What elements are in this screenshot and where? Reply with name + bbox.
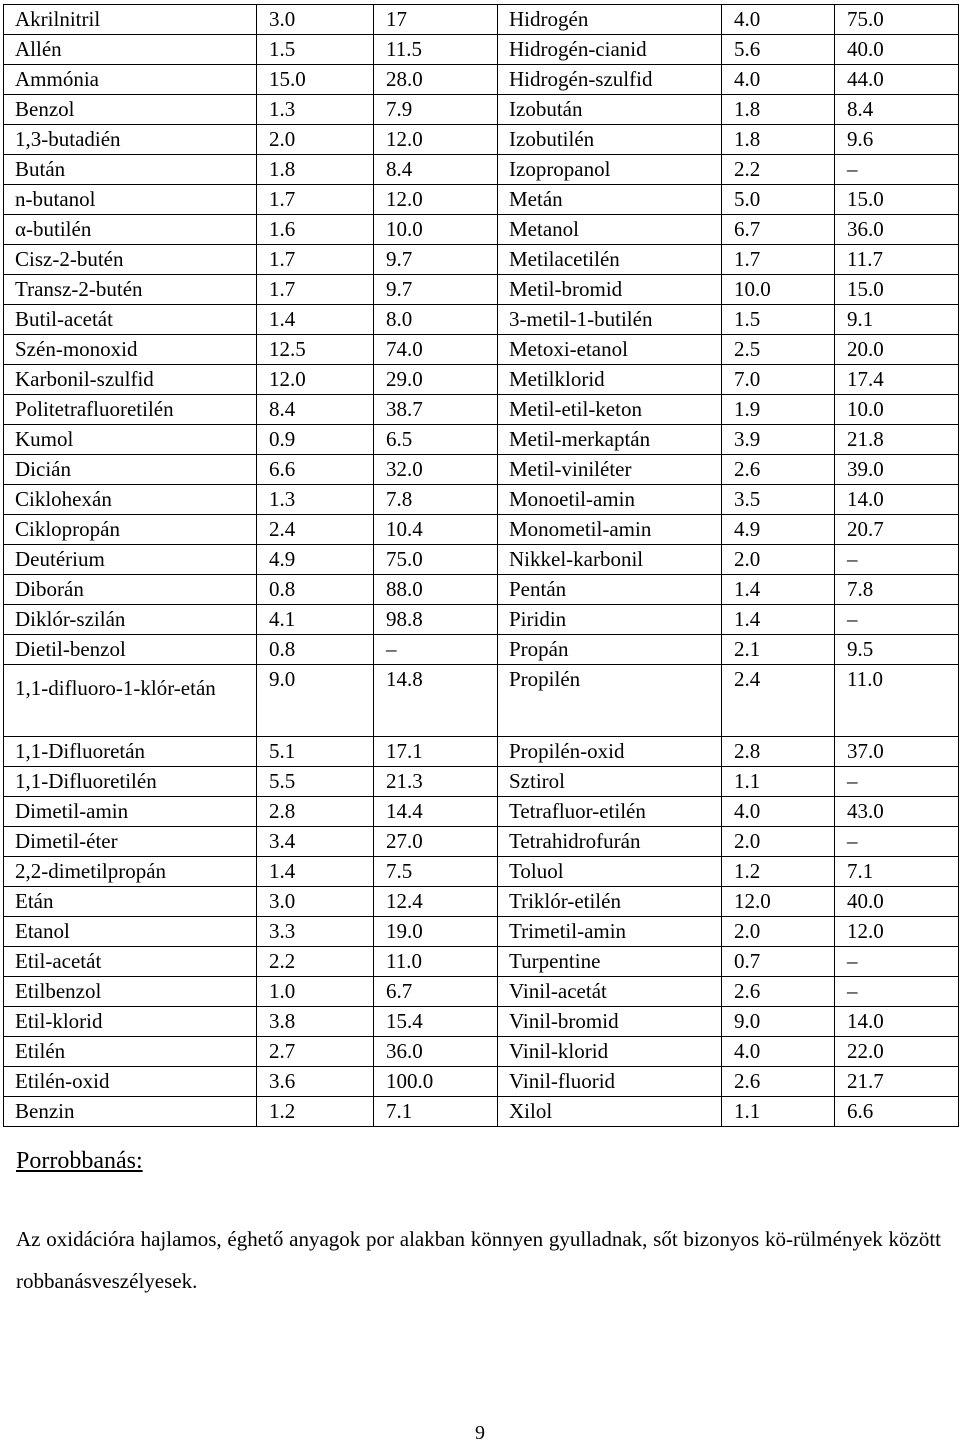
cell-lower-limit-right: 6.7 <box>722 215 835 245</box>
cell-upper-limit-right: 8.4 <box>835 95 959 125</box>
cell-substance-left: Allén <box>4 35 257 65</box>
cell-substance-right: Metilklorid <box>498 365 722 395</box>
cell-upper-limit-left: 14.4 <box>374 797 498 827</box>
cell-substance-right: Vinil-klorid <box>498 1037 722 1067</box>
cell-substance-left: Dimetil-amin <box>4 797 257 827</box>
table-row <box>4 215 959 245</box>
section-title: Porrobbanás: <box>16 1148 143 1174</box>
cell-upper-limit-left: 11.0 <box>374 947 498 977</box>
cell-substance-right: Sztirol <box>498 767 722 797</box>
cell-substance-right: Hidrogén <box>498 5 722 35</box>
cell-upper-limit-right: 10.0 <box>835 395 959 425</box>
cell-upper-limit-left: 17 <box>374 5 498 35</box>
table-row <box>4 65 959 95</box>
cell-lower-limit-left: 12.5 <box>257 335 374 365</box>
cell-substance-right: Metil-viniléter <box>498 455 722 485</box>
cell-upper-limit-right: 40.0 <box>835 35 959 65</box>
cell-lower-limit-left: 12.0 <box>257 365 374 395</box>
cell-substance-right: Turpentine <box>498 947 722 977</box>
cell-upper-limit-left: – <box>374 635 498 665</box>
cell-substance-right: Metil-etil-keton <box>498 395 722 425</box>
cell-lower-limit-right: 2.0 <box>722 545 835 575</box>
cell-upper-limit-left: 11.5 <box>374 35 498 65</box>
cell-substance-right: Metoxi-etanol <box>498 335 722 365</box>
cell-lower-limit-left: 4.1 <box>257 605 374 635</box>
cell-substance-right: Vinil-bromid <box>498 1007 722 1037</box>
cell-upper-limit-left: 7.1 <box>374 1097 498 1127</box>
table-row <box>4 245 959 275</box>
cell-lower-limit-right: 7.0 <box>722 365 835 395</box>
cell-lower-limit-right: 1.1 <box>722 1097 835 1127</box>
cell-substance-left: 1,1-Difluoretán <box>4 737 257 767</box>
cell-lower-limit-left: 2.0 <box>257 125 374 155</box>
cell-lower-limit-left: 5.5 <box>257 767 374 797</box>
cell-substance-left: Etilén-oxid <box>4 1067 257 1097</box>
cell-lower-limit-right: 12.0 <box>722 887 835 917</box>
cell-upper-limit-left: 7.5 <box>374 857 498 887</box>
cell-substance-left: 1,1-Difluoretilén <box>4 767 257 797</box>
table-row <box>4 917 959 947</box>
cell-upper-limit-right: 9.1 <box>835 305 959 335</box>
cell-substance-right: 3-metil-1-butilén <box>498 305 722 335</box>
cell-substance-left: Benzol <box>4 95 257 125</box>
cell-upper-limit-left: 7.9 <box>374 95 498 125</box>
cell-upper-limit-left: 8.4 <box>374 155 498 185</box>
table-row <box>4 425 959 455</box>
cell-substance-right: Tetrahidrofurán <box>498 827 722 857</box>
cell-upper-limit-left: 36.0 <box>374 1037 498 1067</box>
cell-lower-limit-right: 1.4 <box>722 575 835 605</box>
table-row <box>4 275 959 305</box>
cell-substance-right: Piridin <box>498 605 722 635</box>
cell-upper-limit-left: 6.7 <box>374 977 498 1007</box>
cell-lower-limit-left: 3.3 <box>257 917 374 947</box>
cell-lower-limit-right: 2.6 <box>722 977 835 1007</box>
cell-lower-limit-left: 1.7 <box>257 185 374 215</box>
cell-substance-right: Metil-bromid <box>498 275 722 305</box>
cell-substance-left: Politetrafluoretilén <box>4 395 257 425</box>
cell-lower-limit-right: 1.5 <box>722 305 835 335</box>
cell-lower-limit-left: 6.6 <box>257 455 374 485</box>
table-row <box>4 365 959 395</box>
cell-upper-limit-left: 75.0 <box>374 545 498 575</box>
cell-substance-right: Propilén <box>498 665 722 737</box>
cell-substance-left: Dimetil-éter <box>4 827 257 857</box>
table-row <box>4 395 959 425</box>
cell-upper-limit-left: 7.8 <box>374 485 498 515</box>
cell-substance-left: Diborán <box>4 575 257 605</box>
cell-upper-limit-right: 37.0 <box>835 737 959 767</box>
cell-upper-limit-left: 88.0 <box>374 575 498 605</box>
cell-lower-limit-right: 4.0 <box>722 797 835 827</box>
cell-lower-limit-left: 2.4 <box>257 515 374 545</box>
cell-lower-limit-right: 4.0 <box>722 65 835 95</box>
cell-upper-limit-right: 44.0 <box>835 65 959 95</box>
table-row <box>4 827 959 857</box>
table-row <box>4 35 959 65</box>
cell-substance-left: Ciklopropán <box>4 515 257 545</box>
cell-upper-limit-right: – <box>835 545 959 575</box>
table-row <box>4 185 959 215</box>
cell-substance-right: Nikkel-karbonil <box>498 545 722 575</box>
table-row <box>4 1037 959 1067</box>
cell-upper-limit-left: 10.4 <box>374 515 498 545</box>
cell-substance-left: Butil-acetát <box>4 305 257 335</box>
cell-substance-left: 1,1-difluoro-1-klór-etán <box>4 665 257 737</box>
cell-upper-limit-left: 28.0 <box>374 65 498 95</box>
cell-lower-limit-left: 0.9 <box>257 425 374 455</box>
cell-substance-right: Monoetil-amin <box>498 485 722 515</box>
table-row <box>4 1097 959 1127</box>
cell-upper-limit-right: – <box>835 605 959 635</box>
cell-substance-right: Xilol <box>498 1097 722 1127</box>
cell-substance-right: Monometil-amin <box>498 515 722 545</box>
cell-lower-limit-left: 1.7 <box>257 275 374 305</box>
table-row <box>4 455 959 485</box>
cell-substance-left: Kumol <box>4 425 257 455</box>
cell-upper-limit-left: 29.0 <box>374 365 498 395</box>
cell-upper-limit-left: 98.8 <box>374 605 498 635</box>
cell-lower-limit-left: 2.7 <box>257 1037 374 1067</box>
cell-substance-right: Pentán <box>498 575 722 605</box>
cell-substance-right: Metilacetilén <box>498 245 722 275</box>
cell-upper-limit-right: 6.6 <box>835 1097 959 1127</box>
cell-upper-limit-right: 43.0 <box>835 797 959 827</box>
cell-lower-limit-left: 3.4 <box>257 827 374 857</box>
cell-lower-limit-right: 2.4 <box>722 665 835 737</box>
cell-lower-limit-left: 8.4 <box>257 395 374 425</box>
cell-lower-limit-left: 1.5 <box>257 35 374 65</box>
cell-substance-right: Metil-merkaptán <box>498 425 722 455</box>
cell-substance-left: 2,2-dimetilpropán <box>4 857 257 887</box>
cell-substance-right: Propilén-oxid <box>498 737 722 767</box>
table-row <box>4 665 959 737</box>
cell-upper-limit-left: 12.4 <box>374 887 498 917</box>
cell-upper-limit-right: 11.7 <box>835 245 959 275</box>
table-row <box>4 737 959 767</box>
cell-upper-limit-left: 100.0 <box>374 1067 498 1097</box>
cell-substance-left: Szén-monoxid <box>4 335 257 365</box>
table-body <box>4 5 959 1127</box>
cell-substance-right: Izobutilén <box>498 125 722 155</box>
cell-upper-limit-left: 9.7 <box>374 245 498 275</box>
cell-upper-limit-right: 12.0 <box>835 917 959 947</box>
cell-lower-limit-right: 1.2 <box>722 857 835 887</box>
cell-upper-limit-left: 10.0 <box>374 215 498 245</box>
table-row <box>4 1007 959 1037</box>
cell-substance-left: n-butanol <box>4 185 257 215</box>
cell-substance-right: Toluol <box>498 857 722 887</box>
cell-upper-limit-left: 15.4 <box>374 1007 498 1037</box>
cell-lower-limit-right: 5.0 <box>722 185 835 215</box>
cell-upper-limit-right: 17.4 <box>835 365 959 395</box>
cell-upper-limit-right: – <box>835 947 959 977</box>
cell-lower-limit-left: 1.8 <box>257 155 374 185</box>
cell-lower-limit-right: 2.8 <box>722 737 835 767</box>
cell-upper-limit-left: 32.0 <box>374 455 498 485</box>
cell-upper-limit-right: 9.5 <box>835 635 959 665</box>
cell-lower-limit-left: 1.7 <box>257 245 374 275</box>
cell-lower-limit-left: 2.2 <box>257 947 374 977</box>
cell-substance-left: Etilén <box>4 1037 257 1067</box>
cell-upper-limit-left: 12.0 <box>374 185 498 215</box>
cell-upper-limit-right: 22.0 <box>835 1037 959 1067</box>
cell-substance-right: Propán <box>498 635 722 665</box>
cell-upper-limit-right: 40.0 <box>835 887 959 917</box>
cell-substance-left: Etil-acetát <box>4 947 257 977</box>
cell-upper-limit-left: 38.7 <box>374 395 498 425</box>
cell-lower-limit-right: 3.9 <box>722 425 835 455</box>
table-row <box>4 95 959 125</box>
cell-substance-left: α-butilén <box>4 215 257 245</box>
cell-lower-limit-right: 9.0 <box>722 1007 835 1037</box>
cell-upper-limit-left: 8.0 <box>374 305 498 335</box>
cell-lower-limit-left: 1.6 <box>257 215 374 245</box>
cell-lower-limit-left: 1.3 <box>257 95 374 125</box>
cell-lower-limit-right: 4.0 <box>722 1037 835 1067</box>
cell-substance-right: Vinil-fluorid <box>498 1067 722 1097</box>
cell-upper-limit-right: – <box>835 827 959 857</box>
cell-substance-left: Cisz-2-butén <box>4 245 257 275</box>
cell-lower-limit-left: 4.9 <box>257 545 374 575</box>
cell-lower-limit-left: 3.8 <box>257 1007 374 1037</box>
table-row <box>4 947 959 977</box>
cell-upper-limit-right: 21.8 <box>835 425 959 455</box>
cell-upper-limit-left: 21.3 <box>374 767 498 797</box>
cell-upper-limit-right: 75.0 <box>835 5 959 35</box>
cell-substance-left: Ammónia <box>4 65 257 95</box>
cell-lower-limit-left: 1.4 <box>257 305 374 335</box>
cell-upper-limit-left: 14.8 <box>374 665 498 737</box>
cell-substance-right: Tetrafluor-etilén <box>498 797 722 827</box>
cell-lower-limit-left: 1.4 <box>257 857 374 887</box>
cell-substance-left: Etanol <box>4 917 257 947</box>
cell-upper-limit-right: 11.0 <box>835 665 959 737</box>
cell-substance-left: Deutérium <box>4 545 257 575</box>
cell-lower-limit-right: 1.4 <box>722 605 835 635</box>
table-row <box>4 485 959 515</box>
cell-upper-limit-left: 17.1 <box>374 737 498 767</box>
cell-substance-left: Etil-klorid <box>4 1007 257 1037</box>
cell-substance-left: Etán <box>4 887 257 917</box>
cell-lower-limit-right: 1.7 <box>722 245 835 275</box>
cell-substance-right: Hidrogén-cianid <box>498 35 722 65</box>
cell-lower-limit-right: 1.9 <box>722 395 835 425</box>
cell-upper-limit-right: 14.0 <box>835 1007 959 1037</box>
table-row <box>4 1067 959 1097</box>
cell-upper-limit-right: 21.7 <box>835 1067 959 1097</box>
cell-lower-limit-left: 1.2 <box>257 1097 374 1127</box>
cell-substance-right: Trimetil-amin <box>498 917 722 947</box>
cell-substance-left: Dietil-benzol <box>4 635 257 665</box>
cell-upper-limit-left: 6.5 <box>374 425 498 455</box>
cell-substance-left: Benzin <box>4 1097 257 1127</box>
cell-lower-limit-right: 1.8 <box>722 95 835 125</box>
cell-upper-limit-right: 15.0 <box>835 185 959 215</box>
cell-upper-limit-left: 74.0 <box>374 335 498 365</box>
cell-upper-limit-left: 27.0 <box>374 827 498 857</box>
cell-lower-limit-left: 15.0 <box>257 65 374 95</box>
cell-lower-limit-left: 2.8 <box>257 797 374 827</box>
table-row <box>4 575 959 605</box>
cell-substance-right: Izobután <box>498 95 722 125</box>
cell-lower-limit-left: 1.3 <box>257 485 374 515</box>
table-row <box>4 605 959 635</box>
cell-upper-limit-left: 12.0 <box>374 125 498 155</box>
cell-upper-limit-right: 20.7 <box>835 515 959 545</box>
cell-substance-left: 1,3-butadién <box>4 125 257 155</box>
cell-lower-limit-left: 3.0 <box>257 887 374 917</box>
table-row <box>4 125 959 155</box>
cell-substance-left: Etilbenzol <box>4 977 257 1007</box>
cell-upper-limit-right: 7.8 <box>835 575 959 605</box>
cell-upper-limit-right: – <box>835 977 959 1007</box>
cell-upper-limit-right: 39.0 <box>835 455 959 485</box>
table-row <box>4 545 959 575</box>
cell-lower-limit-left: 3.0 <box>257 5 374 35</box>
table-row <box>4 977 959 1007</box>
table-row <box>4 797 959 827</box>
cell-substance-right: Metán <box>498 185 722 215</box>
cell-lower-limit-left: 5.1 <box>257 737 374 767</box>
cell-lower-limit-right: 10.0 <box>722 275 835 305</box>
cell-upper-limit-right: 36.0 <box>835 215 959 245</box>
cell-upper-limit-left: 9.7 <box>374 275 498 305</box>
cell-substance-left: Ciklohexán <box>4 485 257 515</box>
cell-substance-right: Hidrogén-szulfid <box>498 65 722 95</box>
cell-substance-left: Transz-2-butén <box>4 275 257 305</box>
cell-upper-limit-right: 9.6 <box>835 125 959 155</box>
cell-lower-limit-right: 2.2 <box>722 155 835 185</box>
table-row <box>4 887 959 917</box>
cell-lower-limit-right: 5.6 <box>722 35 835 65</box>
cell-lower-limit-right: 2.1 <box>722 635 835 665</box>
table-row <box>4 305 959 335</box>
cell-lower-limit-right: 3.5 <box>722 485 835 515</box>
section-paragraph: Az oxidációra hajlamos, éghető anyagok por alakban könnyen gyulladnak, sőt bizonyos kö-rülmények között robbanásveszélyesek. <box>16 1227 941 1293</box>
cell-upper-limit-right: 20.0 <box>835 335 959 365</box>
cell-upper-limit-right: – <box>835 155 959 185</box>
cell-upper-limit-left: 19.0 <box>374 917 498 947</box>
explosion-limits-table <box>3 4 959 1127</box>
cell-lower-limit-right: 2.5 <box>722 335 835 365</box>
cell-lower-limit-right: 2.6 <box>722 1067 835 1097</box>
cell-substance-left: Diklór-szilán <box>4 605 257 635</box>
cell-substance-left: Karbonil-szulfid <box>4 365 257 395</box>
cell-lower-limit-right: 1.1 <box>722 767 835 797</box>
cell-lower-limit-right: 4.9 <box>722 515 835 545</box>
cell-substance-right: Triklór-etilén <box>498 887 722 917</box>
cell-lower-limit-right: 2.6 <box>722 455 835 485</box>
table-row <box>4 857 959 887</box>
cell-substance-right: Izopropanol <box>498 155 722 185</box>
cell-upper-limit-right: 15.0 <box>835 275 959 305</box>
table-row <box>4 767 959 797</box>
cell-lower-limit-left: 1.0 <box>257 977 374 1007</box>
table-row <box>4 155 959 185</box>
cell-lower-limit-left: 0.8 <box>257 575 374 605</box>
cell-lower-limit-right: 0.7 <box>722 947 835 977</box>
table-row <box>4 5 959 35</box>
cell-substance-left: Bután <box>4 155 257 185</box>
table-row <box>4 515 959 545</box>
cell-substance-left: Dicián <box>4 455 257 485</box>
cell-lower-limit-left: 3.6 <box>257 1067 374 1097</box>
cell-lower-limit-right: 4.0 <box>722 5 835 35</box>
cell-upper-limit-right: – <box>835 767 959 797</box>
cell-upper-limit-right: 7.1 <box>835 857 959 887</box>
cell-lower-limit-right: 2.0 <box>722 917 835 947</box>
cell-substance-left: Akrilnitril <box>4 5 257 35</box>
cell-upper-limit-right: 14.0 <box>835 485 959 515</box>
cell-lower-limit-right: 2.0 <box>722 827 835 857</box>
page-number: 9 <box>475 1422 485 1444</box>
cell-substance-right: Vinil-acetát <box>498 977 722 1007</box>
table-row <box>4 635 959 665</box>
cell-lower-limit-right: 1.8 <box>722 125 835 155</box>
cell-substance-right: Metanol <box>498 215 722 245</box>
cell-lower-limit-left: 0.8 <box>257 635 374 665</box>
table-row <box>4 335 959 365</box>
cell-lower-limit-left: 9.0 <box>257 665 374 737</box>
